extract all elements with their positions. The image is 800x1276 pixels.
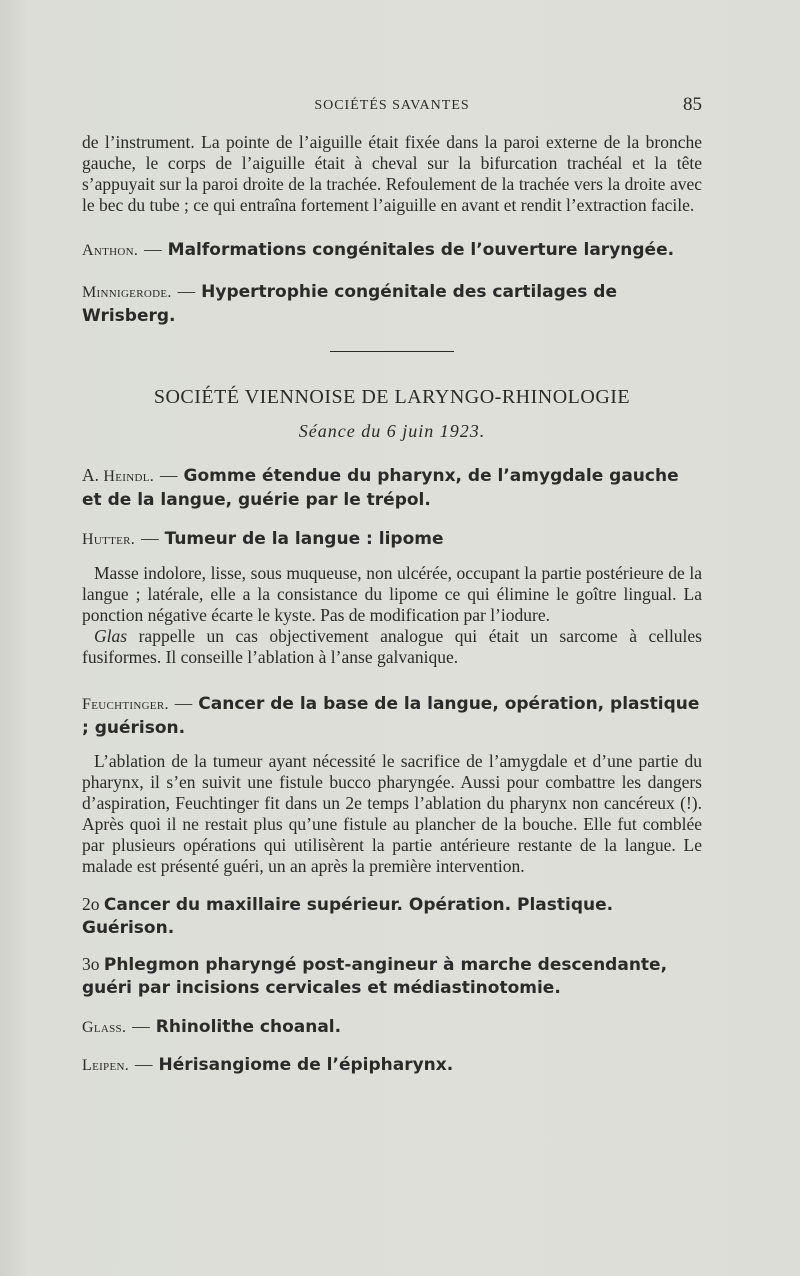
hutter-body: Masse indolore, lisse, sous muqueuse, non ulcérée, occupant la partie postérieure de la langue ; latérale, elle a la consistance du lipome ce qui élimine le goître lingual. La ponction négative écarte le kyste. Pas de modification par l’iodure.: [82, 563, 702, 625]
author-name: Leipen.: [82, 1057, 130, 1074]
page-number: 85: [683, 94, 702, 115]
feuchtinger-item-2: [82, 893, 702, 939]
glas-text: rappelle un cas objectivement analogue qui était un sarcome à cellules fusiformes. Il conseille l’ablation à l’anse galvanique.: [82, 626, 702, 667]
item-topic: Phlegmon pharyngé post-angineur à marche descendante, guéri par incisions cervicales et médiastinotomie.: [82, 955, 668, 998]
dash: —: [135, 1054, 153, 1074]
dash: —: [160, 465, 178, 485]
dash: —: [177, 281, 196, 301]
dash: —: [174, 693, 193, 713]
author-name: Heindl.: [103, 468, 155, 485]
feuchtinger-body: L’ablation de la tumeur ayant nécessité le sacrifice de l’amygdale et d’une partie du pharynx, il s’en suivit une fistule bucco pharyngée. Aussi pour combattre les dangers d’aspiration, Feuchtinger fit dans un 2e temps l’ablation du pharynx non cancéreux (!). Après quoi il ne restait plus qu’une fistule au plancher de la bouche. Elle fut comblée par plusieurs opérations qui utilisèrent la partie antérieure restante de la langue. Le malade est présenté guéri, un an après la première intervention.: [82, 751, 702, 876]
glas-name: Glas: [94, 626, 128, 646]
entry-topic: Cancer de la base de la langue, opération, plastique ; guérison.: [82, 694, 700, 738]
entry-topic: Hypertrophie congénitale des cartilages de Wrisberg.: [82, 282, 618, 326]
entry-glass: [82, 1015, 702, 1039]
item-number: 3o: [82, 954, 100, 974]
entry-hutter: [82, 527, 702, 551]
section-divider: [330, 351, 454, 352]
entry-topic: Gomme étendue du pharynx, de l’amygdale gauche et de la langue, guérie par le trépol.: [82, 466, 679, 510]
dash: —: [132, 1016, 150, 1036]
author-name: Minnigerode.: [82, 284, 172, 301]
dash: —: [144, 239, 162, 259]
author-name: Glass.: [82, 1019, 127, 1036]
entry-topic: Tumeur de la langue : lipome: [164, 529, 444, 549]
entry-minnigerode: [82, 280, 702, 327]
entry-topic: Rhinolithe choanal.: [155, 1017, 342, 1037]
intro-paragraph: de l’instrument. La pointe de l’aiguille était fixée dans la paroi externe de la bronche gauche, le corps de l’aiguille était à cheval sur la bifurcation trachéal et la tête s’appuyait sur la paroi droite de la trachée. Refoulement de la trachée vers la droite avec le bec du tube ; ce qui entraîna fortement l’aiguille en avant et rendit l’extraction facile.: [82, 132, 702, 215]
item-topic: Cancer du maxillaire supérieur. Opération. Plastique. Guérison.: [82, 895, 614, 938]
author-name: Anthon.: [82, 242, 139, 259]
dash: —: [141, 528, 159, 548]
entry-leipen: [82, 1053, 702, 1077]
author-name: Feuchtinger.: [82, 696, 169, 713]
session-date: Séance du 6 juin 1923.: [298, 421, 486, 441]
entry-heindl: [82, 464, 702, 511]
glas-remark: [82, 626, 702, 668]
society-title: SOCIÉTÉ VIENNOISE DE LARYNGO-RHINOLOGIE: [153, 386, 631, 408]
entry-anthon: [82, 238, 702, 262]
page-content: [82, 132, 702, 1077]
entry-prefix: A.: [82, 465, 100, 485]
running-title: SOCIÉTÉS SAVANTES: [314, 98, 470, 113]
item-number: 2o: [82, 894, 100, 914]
entry-feuchtinger: [82, 692, 702, 739]
entry-topic: Malformations congénitales de l’ouverture laryngée.: [167, 240, 675, 260]
page-header: [82, 94, 702, 118]
entry-topic: Hérisangiome de l’épipharynx.: [158, 1055, 454, 1075]
author-name: Hutter.: [82, 531, 136, 548]
feuchtinger-item-3: [82, 953, 702, 999]
